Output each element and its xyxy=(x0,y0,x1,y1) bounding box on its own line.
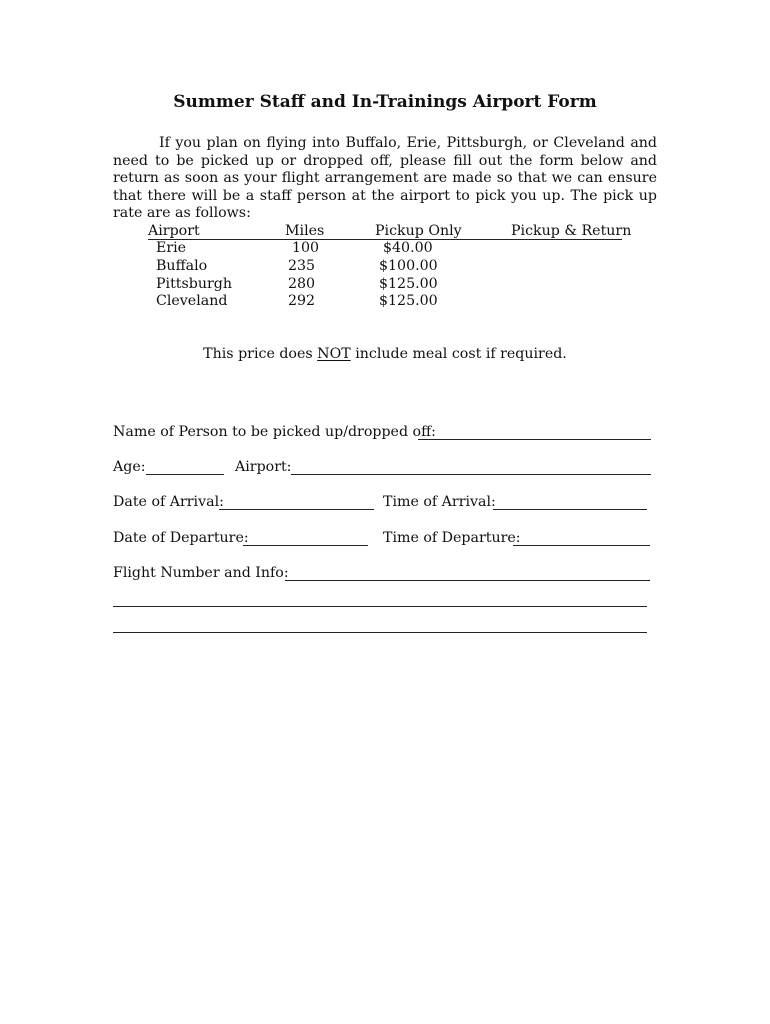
arrival-time-label: Time of Arrival: xyxy=(383,494,496,510)
airport-label: Airport: xyxy=(235,459,292,475)
arrival-date-input[interactable] xyxy=(219,493,374,509)
table-cell-pickup-only: $40.00 xyxy=(383,240,433,256)
age-field[interactable] xyxy=(146,474,224,475)
table-cell-miles: 235 xyxy=(288,258,316,274)
flight-info-input-2[interactable] xyxy=(113,590,647,606)
table-cell-miles: 100 xyxy=(292,240,320,256)
note-emphasis: NOT xyxy=(317,346,351,362)
intro-paragraph xyxy=(113,135,657,223)
note-text-before: This price does xyxy=(203,346,318,362)
flight-info-field[interactable] xyxy=(285,580,650,581)
header-miles: Miles xyxy=(285,223,325,239)
departure-time-label: Time of Departure: xyxy=(383,530,521,546)
arrival-date-field[interactable] xyxy=(219,509,374,510)
airport-input[interactable] xyxy=(291,458,651,474)
table-cell-airport: Cleveland xyxy=(156,293,228,309)
header-pickup-return: Pickup & Return xyxy=(511,223,632,239)
table-cell-pickup-only: $100.00 xyxy=(379,258,438,274)
departure-time-input[interactable] xyxy=(513,529,650,545)
arrival-time-input[interactable] xyxy=(493,493,647,509)
departure-date-label: Date of Departure: xyxy=(113,530,249,546)
departure-date-input[interactable] xyxy=(243,529,368,545)
departure-date-field[interactable] xyxy=(243,545,368,546)
page-title: Summer Staff and In-Trainings Airport Form xyxy=(173,92,597,112)
name-label: Name of Person to be picked up/dropped off: xyxy=(113,424,436,440)
age-input[interactable] xyxy=(146,458,224,474)
meal-cost-note xyxy=(0,346,770,362)
age-label: Age: xyxy=(113,459,146,475)
name-input[interactable] xyxy=(418,423,651,439)
table-cell-airport: Pittsburgh xyxy=(156,276,232,292)
name-field[interactable] xyxy=(418,439,651,440)
table-cell-airport: Erie xyxy=(156,240,187,256)
flight-info-input-3[interactable] xyxy=(113,616,647,632)
header-airport: Airport xyxy=(148,223,200,239)
departure-time-field[interactable] xyxy=(513,545,650,546)
table-cell-pickup-only: $125.00 xyxy=(379,293,438,309)
flight-info-input[interactable] xyxy=(285,564,650,580)
arrival-date-label: Date of Arrival: xyxy=(113,494,224,510)
table-cell-miles: 292 xyxy=(288,293,316,309)
header-pickup-only: Pickup Only xyxy=(375,223,462,239)
table-cell-airport: Buffalo xyxy=(156,258,208,274)
flight-info-line-2[interactable] xyxy=(113,606,647,607)
arrival-time-field[interactable] xyxy=(493,509,647,510)
intro-text: If you plan on flying into Buffalo, Erie, Pittsburgh, or Cleveland and need to be picked up or dropped off, please fill out the form below and return as soon as your flight arrangement are made so that we can ensure that there will be a staff person at the airport to pick you up. The pick up rate are as follows: xyxy=(113,135,657,221)
flight-info-line-3[interactable] xyxy=(113,632,647,633)
table-cell-miles: 280 xyxy=(288,276,316,292)
note-text-after: include meal cost if required. xyxy=(350,346,567,362)
table-cell-pickup-only: $125.00 xyxy=(379,276,438,292)
flight-info-label: Flight Number and Info: xyxy=(113,565,289,581)
airport-field[interactable] xyxy=(291,474,651,475)
